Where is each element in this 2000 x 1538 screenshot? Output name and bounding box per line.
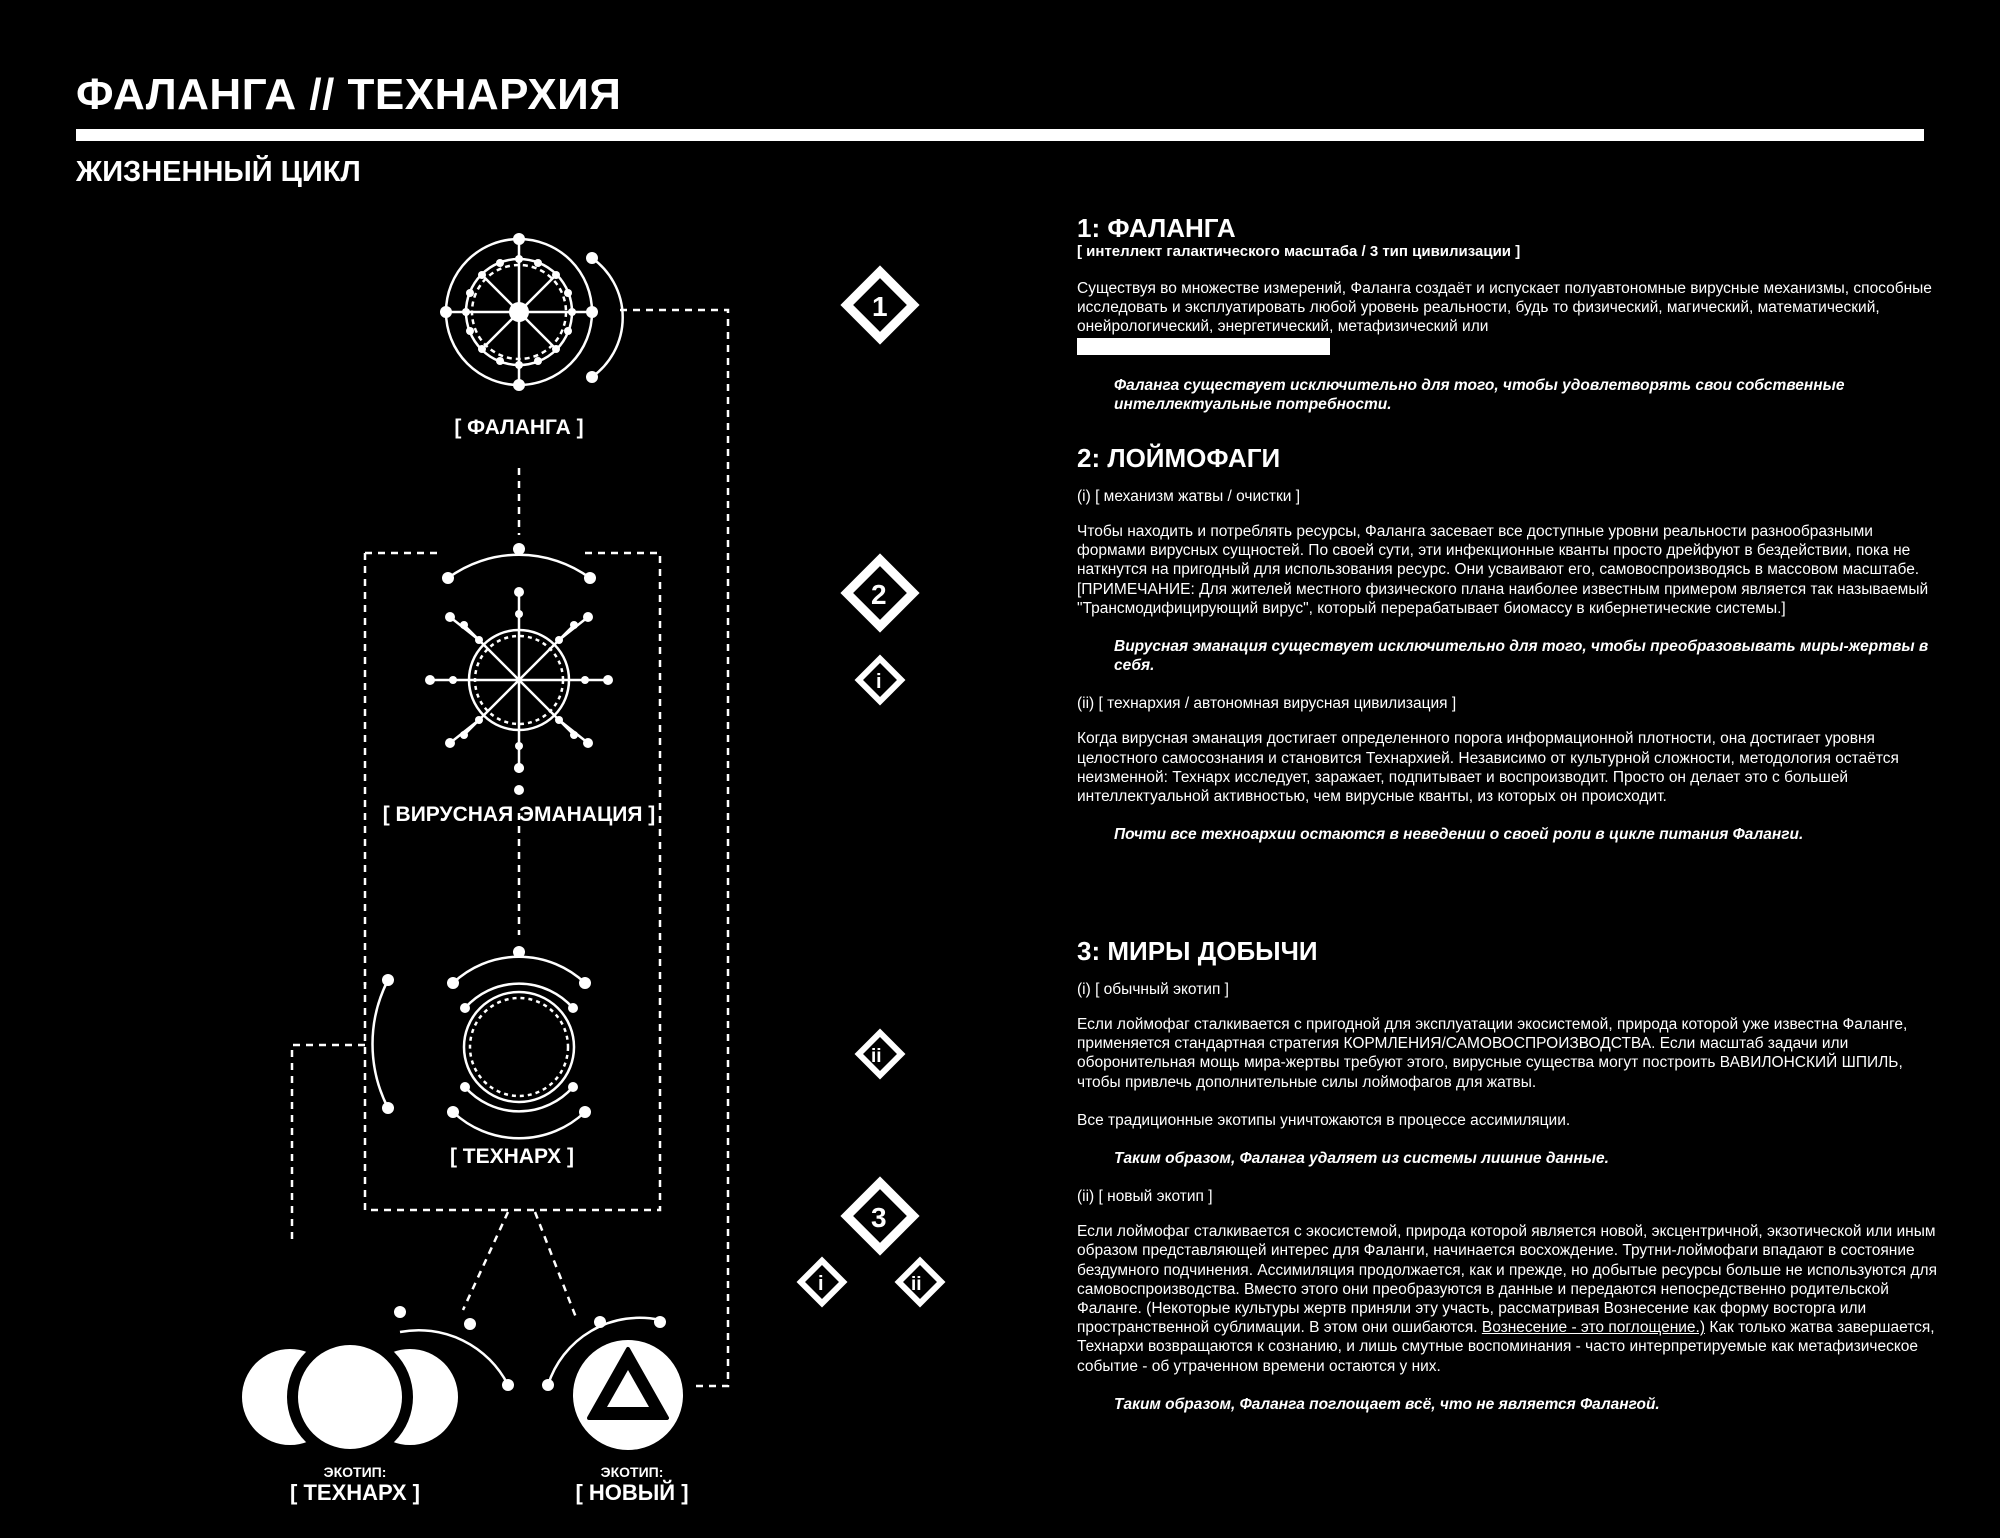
section-3-title: 3: МИРЫ ДОБЫЧИ [1077, 936, 1318, 966]
marker-3ii [895, 1257, 946, 1308]
section-3-sub-i: (i) [ обычный экотип ] [1077, 981, 1229, 998]
marker-2i [855, 655, 906, 706]
section-3-sub-ii: (ii) [ новый экотип ] [1077, 1188, 1213, 1206]
ascension-link: Вознесение - это поглощение.) [1481, 1319, 1706, 1337]
right-outer-connector [620, 310, 728, 1386]
section-markers [797, 265, 946, 1307]
marker-2ii-label: ii [871, 1046, 882, 1067]
section-3-quote-i: Таким образом, Фаланга удаляет из системы лишние данные. [1114, 1150, 1609, 1168]
section-2-quote-i: Вирусная эманация существует исключительно для того, чтобы преобразовывать миры-жертвы в себя. [1114, 638, 1929, 675]
phalanx-icon [440, 233, 623, 391]
section-2-sub-ii: (ii) [ технархия / автономная вирусная цивилизация ] [1077, 695, 1457, 713]
marker-2-label: 2 [871, 579, 887, 610]
section-2-quote-ii: Почти все техноархии остаются в неведении о своей роли в цикле питания Фаланги. [1114, 826, 1804, 844]
section-2-sub-i: (i) [ механизм жатвы / очистки ] [1077, 488, 1301, 505]
label-technarch: [ ТЕХНАРХ ] [449, 1145, 575, 1168]
section-2-title: 2: ЛОЙМОФАГИ [1077, 443, 1281, 473]
ecotype-new-icon [542, 1316, 683, 1450]
label-viral-emanation: [ ВИРУСНАЯ ЭМАНАЦИЯ ] [382, 803, 656, 826]
label-phalanx: [ ФАЛАНГА ] [454, 416, 584, 439]
marker-3ii-label: ii [911, 1274, 922, 1295]
section-3-body-ii: Если лоймофаг сталкивается с экосистемой, природа которой является новой, эксцентричной, экзотической или иным образом представляющей интерес для Фаланги, начинается восхождение. Трутни-лоймофаги впадают в состояние бездумного подчинения. Ассимиляция продолжается, как и прежде, но добытые ресурсы больше не используются для самовоспроизводства. Вместо этого они преобразуются в данные и передаются непосредственно родительской Фаланге. (Некоторые культуры жертв приняли эту участь, рассматривая Вознесение как форму восторга или пространственной сублимации. В этом они ошибаются. Вознесение - это поглощение.) Как только жатва завершается, Технархи возвращаются к сознанию, и лишь смутные воспоминания - часто интерпретируемые как метафизическое событие - об утраченном времени остаются у них. [1077, 1223, 1937, 1375]
section-1-quote: Фаланга существует исключительно для того, чтобы удовлетворять свои собственные интеллектуальные потребности. [1114, 376, 1845, 413]
dashed-connectors [292, 310, 728, 1386]
marker-3i-label: i [818, 1273, 824, 1295]
section-1-subtitle: [ интеллект галактического масштаба / 3 тип цивилизации ] [1077, 243, 1521, 260]
marker-3-label: 3 [871, 1202, 887, 1233]
viral-emanation-icon [425, 543, 613, 795]
marker-2ii [855, 1029, 906, 1080]
ecotype-word-new: ЭКОТИП: [600, 1464, 664, 1480]
marker-1 [840, 265, 919, 344]
ecotype-label-technarch: [ ТЕХНАРХ ] [290, 1480, 420, 1505]
section-3-quote-ii: Таким образом, Фаланга поглощает всё, что не является Фалангой. [1114, 1395, 1660, 1413]
section-2-body-ii: Когда вирусная эманация достигает определенного порога информационной плотности, она достигает уровня целостного самосознания и становится Технархией. Независимо от культурной сложности, методология остаётся неизменной: Технарх исследует, заражает, подпитывает и воспроизводит. Просто он делает это с большей интеллектуальной активностью, чем вирусные кванты, из которых он происходит. [1077, 730, 1899, 806]
marker-3i [797, 1257, 848, 1308]
connector-to-ecotype-technarch [463, 1212, 508, 1310]
marker-2i-label: i [876, 671, 882, 693]
ecotype-label-new: [ НОВЫЙ ] [575, 1480, 689, 1505]
section-3-body-i2: Все традиционные экотипы уничтожаются в процессе ассимиляции. [1077, 1111, 1571, 1129]
connector-left-arc [292, 1045, 365, 1240]
section-2 [1077, 443, 1937, 863]
section-3-body-i: Если лоймофаг сталкивается с пригодной для эксплуатации экосистемой, природа которой уже известна Фаланге, применяется стандартная стратегия КОРМЛЕНИЯ/САМОВОСПРОИЗВОДСТВА. Если масштаб задачи или оборонительная мощь мира-жертвы требуют этого, вирусные существа могут построить ВАВИЛОНСКИЙ ШПИЛЬ, чтобы привлечь дополнительные силы лоймофагов для жатвы. [1077, 1016, 1908, 1091]
technarch-icon [373, 946, 591, 1138]
marker-2 [840, 553, 919, 632]
section-3 [1077, 936, 1937, 1433]
marker-1-label: 1 [872, 291, 888, 322]
page-title: ФАЛАНГА // ТЕХНАРХИЯ [76, 70, 622, 119]
section-1-body: Существуя во множестве измерений, Фаланга создаёт и испускает полуавтономные вирусные механизмы, способные исследовать и эксплуатировать любой уровень реальности, будь то физический, магический, математический, онейрологический, энергетический, метафизический или [1077, 279, 1937, 355]
section-1-title: 1: ФАЛАНГА [1077, 213, 1236, 243]
ecotype-technarch-icon [242, 1306, 514, 1460]
section-2-body-i: Чтобы находить и потреблять ресурсы, Фаланга засевает все доступные уровни реальности разнообразными формами вирусных сущностей. По своей сути, эти инфекционные кванты просто дрейфуют в бездействии, пока не наткнутся на пригодный для использования ресурс. Они усваивают его, самовоспроизводясь в массовом масштабе. [ПРИМЕЧАНИЕ: Для жителей местного физического плана наиболее известным примером является так называемый "Трансмодифицирующий вирус", который перерабатывает биомассу в кибернетические системы.] [1077, 523, 1929, 617]
marker-3 [840, 1176, 919, 1255]
ecotype-word-technarch: ЭКОТИП: [323, 1464, 387, 1480]
page-subtitle: ЖИЗНЕННЫЙ ЦИКЛ [76, 156, 361, 188]
connector-to-ecotype-new [535, 1212, 577, 1320]
redaction-bar [1077, 338, 1330, 355]
section-1 [1077, 213, 1937, 433]
